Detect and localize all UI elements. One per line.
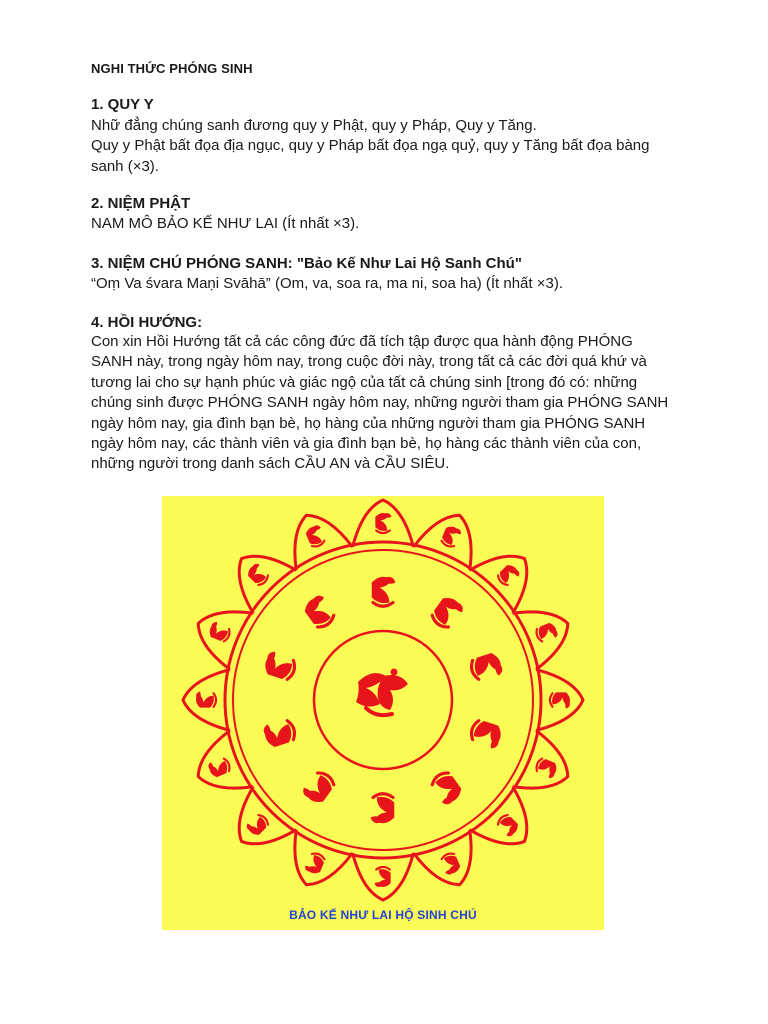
petal-syllable (375, 513, 391, 533)
ring-syllable (371, 794, 395, 823)
text-line: Quy y Phật bất đọa địa ngục, quy y Pháp bất đọa ngạ quỷ, quy y Tăng bất đọa bàng (91, 137, 650, 155)
petal-syllable (245, 812, 271, 838)
text-line: Nhữ đẳng chúng sanh đương quy y Phật, quy y Pháp, Quy y Tăng. (91, 117, 537, 134)
document-title: NGHI THỨC PHÓNG SINH (91, 61, 253, 76)
text-line: chúng sinh được PHÓNG SANH ngày hôm nay, những người tham gia PHÓNG SANH (91, 394, 669, 412)
section-3-body (91, 274, 691, 294)
petal-syllable (440, 524, 463, 549)
ring-syllable (262, 717, 297, 749)
petal-syllable (304, 524, 327, 549)
ring-syllable (301, 593, 338, 631)
section-1-body (91, 116, 691, 177)
mantra-mandala-image (162, 496, 604, 930)
petal-syllable (495, 813, 521, 839)
petal-syllable (439, 851, 462, 876)
text-line: Con xin Hồi Hướng tất cả các công đức đã tích tập được qua hành động PHÓNG (91, 333, 633, 350)
text-line: những người trong danh sách CẦU AN và CẦU SIÊU. (91, 455, 450, 473)
mandala-graphic (162, 496, 604, 930)
ring-syllable (428, 769, 465, 807)
petal-syllable (207, 756, 232, 779)
section-3-heading: 3. NIỆM CHÚ PHÓNG SANH: "Bảo Kế Như Lai Hộ Sanh Chú" (91, 255, 522, 272)
ring-syllable (429, 594, 466, 632)
text-line: SANH này, trong ngày hôm nay, trong cuộc đời này, trong tất cả các đời quá khứ và (91, 353, 647, 371)
ring-syllable (372, 577, 396, 606)
petal-syllable (550, 692, 570, 708)
section-4-heading: 4. HỒI HƯỚNG: (91, 314, 203, 331)
petal-syllable (375, 867, 391, 887)
ring-syllable (468, 718, 503, 750)
petal-syllable (534, 757, 559, 780)
ring-syllable (300, 768, 337, 806)
section-4-body (91, 332, 691, 475)
center-syllable (356, 669, 408, 716)
petal-syllable (207, 621, 232, 644)
text-line: NAM MÔ BẢO KẾ NHƯ LAI (Ít nhất ×3). (91, 215, 360, 232)
mandala-caption: BẢO KẾ NHƯ LAI HỘ SINH CHÚ (289, 908, 477, 922)
petal-syllable (534, 621, 559, 644)
petal-syllable (196, 692, 216, 708)
text-line: sanh (×3). (91, 157, 159, 175)
text-line: ngày hôm nay, gia đình bạn bè, họ hàng của những người tham gia PHÓNG SANH (91, 414, 646, 432)
ring-syllable (262, 650, 297, 682)
petal-syllable (304, 851, 327, 876)
petal-syllable (496, 562, 522, 588)
ring-syllable (469, 651, 504, 683)
text-line: ngày hôm nay, các thành viên và gia đình bạn bè, họ hàng các thành viên của con, (91, 435, 642, 453)
section-2-heading: 2. NIỆM PHẬT (91, 195, 191, 212)
text-line: “Oṃ Va śvara Maṇi Svāhā” (Om, va, soa ra, ma ni, soa ha) (Ít nhất ×3). (91, 275, 563, 292)
section-2-body (91, 214, 691, 234)
text-line: tương lai cho sự hạnh phúc và giác ngộ của tất cả chúng sinh [trong đó có: những (91, 373, 638, 391)
section-1-heading: 1. QUY Y (91, 96, 154, 113)
petal-syllable (245, 562, 271, 588)
